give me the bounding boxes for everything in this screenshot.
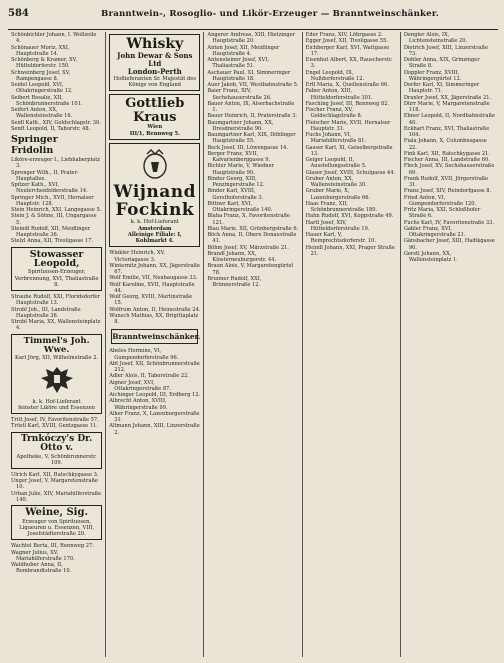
directory-entry: Fiala Johann, X, Columbusgasse 22. [403, 138, 487, 151]
directory-entry: Haas Franz, XII, Schönbrunnerstraße 180. [305, 200, 378, 213]
directory-entry: Winternitz Johann, XX, Jägerstraße 67. [109, 262, 201, 276]
directory-entry: Tröstl Karl, XVIII, Gentzgasse 11. [11, 423, 98, 430]
kraus-ad-title: Gottlieb Kraus [125, 96, 185, 125]
whisky-ad-purveyor: Hoflieferanten Sr. Majestät des Königs von England [113, 75, 196, 88]
directory-entry: Wolfrum Anton, II, Heinestraße 24. [109, 306, 201, 313]
directory-entry: Gabler Franz, XVI, Ottakringerstraße 21. [403, 225, 466, 238]
directory-entry: Gasser Karl, XI, Geiselbergstraße 13. [305, 144, 393, 157]
kraus-ad-address: III/1, Rennweg 5. [129, 130, 180, 137]
directory-entry: Bauer Anton, IX, Alserbachstraße 1. [207, 100, 295, 113]
trnkoczy-ad [11, 432, 102, 469]
directory-entry: Sprenger Wilh., II, Prater-Hauptallee. [11, 169, 79, 182]
directory-entry: Aschauer Paul, XI, Simmeringer Hauptstraße 18. [207, 69, 291, 82]
whisky-ad-title: Whisky [126, 36, 184, 52]
whisky-ad-city: London-Perth [127, 66, 182, 76]
directory-entry: Seibert Rosalie, XII, Schönbrunnerstraße 101. [11, 94, 83, 107]
directory-entry: Anton Josef, XII, Meidlinger Hauptstraße 4. [207, 44, 280, 57]
directory-entry: Blau Marie, XII, Grünbergstraße 6. [207, 225, 299, 232]
directory-entry: Straube Rudolf, XXI, Floridsdorfer Hauptstraße 13. [11, 294, 100, 307]
directory-entry: Fritz Maria, XXI, Schloßhofer Straße 6. [403, 207, 481, 220]
directory-entry: Wolf Karoline, XVII, Hauptstraße 44. [109, 281, 195, 294]
directory-entry: Wagner Julius, XV, Mariahilferstraße 170. [11, 549, 75, 562]
weine-ad-text: Erzeuger von Spirituosen, Liqueuren u. Essenzen, VIII, Josefstädterstraße 20. [19, 518, 95, 538]
columns [8, 32, 498, 657]
directory-entry: Stein Heinrich, XXI, Langegasse 5. [11, 207, 102, 213]
directory-entry: Waldhuber Anna, II, Rembrandtstraße 10. [11, 562, 72, 575]
stowasser-ad-text: Spirituosen-Erzeuger, Verbrennung, XVI, Thaliastraße 8. [14, 269, 99, 288]
directory-entry: Fuchs Karl, IV, Favoritenstraße 33. [403, 219, 495, 226]
directory-entry: Ertl Maria, X, Quellenstraße 66. [305, 82, 389, 88]
directory-entry: Altmann Johann, XIII, Linzerstraße 2. [109, 423, 200, 436]
wijnand-ad-branch: Alleinige Filiale: I, Kohlmarkt 4. [127, 231, 182, 245]
directory-entry: Böck Anna, II, Obere Donaustraße 41. [207, 232, 297, 245]
directory-entry: Dürr Marie, V, Margaretenstraße 118. [403, 100, 490, 113]
page-header [8, 8, 498, 30]
directory-entry: Frank Rudolf, XVII, Jörgerstraße 31. [403, 175, 489, 188]
directory-entry: Springer Mich., XVII, Hernalser Hauptstr. 128. [11, 194, 94, 207]
directory-entry: Baier Franz, XIV, Sechshauserstraße 26. [207, 88, 272, 101]
directory-entry: Ebner Leopold, II, Nordbahnstraße 40. [403, 113, 495, 126]
directory-entry: Heindl Johann, XXI, Prager Straße 21. [305, 244, 395, 257]
column-1 [8, 32, 106, 657]
directory-entry: Senft Leopold, II, Taborstr. 48. [11, 125, 91, 132]
weine-ad-title: Weine, Sig. [25, 507, 88, 519]
directory-entry: Fischer Anna, III, Landstraße 60. [403, 157, 490, 163]
springer-heading: Springer Fridolin [11, 134, 58, 156]
directory-entry: Berger Franz, XVII, Kalvarienberggasse 9. [207, 150, 271, 163]
directory-entry: Fleischer Marie, XVII, Hernalser Hauptstr. 31. [305, 119, 391, 132]
directory-entry: Gruber Anton, XX, Wallensteinstraße 30. [305, 175, 367, 188]
weine-ad [11, 505, 102, 540]
directory-entry: Bittner Karl, XVI, Ottakringerstraße 140. [207, 200, 273, 213]
column-4 [303, 32, 401, 657]
directory-entry: Schönberg & Kramer, XV, Hütteldorferstr. 150. [11, 57, 77, 70]
directory-entry: Dobler Anna, XIX, Grinzinger Straße 8. [403, 57, 480, 70]
directory-entry: Geiger Leopold, II, Ausstellungsstraße 5. [305, 157, 367, 170]
directory-entry: Seifert Anton, XX, Wallensteinstraße 16. [11, 107, 73, 120]
section-title-branntweinschaenker: Branntweinschänker. [111, 329, 198, 344]
whisky-ad [109, 34, 200, 91]
stowasser-ad [11, 247, 102, 292]
directory-entry: Baumgartner Johann, XX, Dresdnerstraße 90. [207, 119, 274, 132]
directory-entry: Fink Karl, XII, Ratschkygasse 21. [403, 150, 491, 157]
timmel-ad-owner: Karl Jörg, XII, Wilhelmstraße 2. [15, 354, 99, 361]
directory-entry: Aigner Josef, XVI, Ottakringerstraße 87. [109, 379, 171, 392]
column-5 [401, 32, 498, 657]
directory-entry: Glaser Josef, XVIII, Schulgasse 44. [305, 169, 396, 176]
directory-entry: Fleck Josef, XV, Sechshauserstraße 69. [403, 163, 495, 176]
directory-entry: Schönbichler Johann, I. Wollzeile 4. [11, 32, 97, 45]
directory-entry: Braun Alois, V, Margaretengürtel 78. [207, 263, 294, 276]
directory-entry: Blaha Franz, X, Favoritenstraße 121. [207, 213, 290, 226]
trnkoczy-ad-title: Trnkóczy's Dr. Otto v. [21, 433, 93, 454]
directory-entry: Doppler Franz, XVIII, Währingergürtel 12. [403, 69, 462, 82]
wijnand-ad-title: Wijnand [113, 181, 197, 202]
directory-entry: Binder Georg, XIII, Penzingerstraße 12. [207, 175, 265, 188]
directory-entry: Wolf Emilie, VII, Neubaugasse 33. [109, 275, 198, 282]
directory-entry: Adler Alois, II, Taborstraße 22. [109, 373, 190, 380]
directory-entry: Gruber Marie, X, Laxenburgerstraße 66. [305, 188, 371, 201]
directory-entry: Dietrich Josef, XIII, Linzerstraße 73. [403, 44, 488, 57]
directory-entry: Liköre-erzeuger I., Liebhaberplatz 3. [11, 157, 100, 170]
directory-entry: Egger Josef, XII, Tivoligasse 55. [305, 38, 388, 45]
wijnand-ad-subtitle: Fockink [115, 199, 195, 220]
stowasser-ad-title: Stowasser Leopold, [29, 248, 84, 270]
directory-entry: Angerer Andreas, XIII, Hietzinger Hauptstraße 20. [207, 32, 296, 45]
directory-entry: Hartl Josef, XIV, Hütteldorferstraße 19. [305, 219, 370, 232]
directory-entry: Tritt Josef, IV, Favoritenstraße 57. [11, 417, 99, 424]
directory-entry: Wachtel Berta, III, Rennweg 27. [11, 543, 94, 550]
double-eagle-crest-icon [37, 363, 77, 397]
kraus-ad-city: Wien [147, 124, 163, 131]
directory-entry: Schönauer Moriz, XXI, Hauptstraße 14. [11, 44, 70, 57]
royal-crest-icon [135, 148, 175, 182]
directory-entry: Schweinberg Josef, XV, Rampengasse 8. [11, 69, 71, 82]
directory-entry: Gerstl Johann, XX, Wallensteinplatz 1. [403, 250, 458, 263]
directory-entry: Seidl Kath., XIV, Goldschlagstr. 30. [11, 119, 101, 126]
directory-entry: Dorfer Karl, XI, Simmeringer Hauptstr. 71. [403, 82, 480, 95]
directory-entry: Aichinger Leopold, III, Erdberg 12. [109, 392, 201, 399]
directory-entry: Fasching Josef, III, Rennweg 82. [305, 100, 390, 107]
wijnand-ad-city: Amsterdam [138, 225, 172, 232]
directory-entry: Seidel Leopold, XVI, Ottakringerstraße 12. [11, 82, 73, 95]
directory-entry: Hahn Rudolf, XVI, Koppstraße 49. [305, 213, 394, 220]
directory-entry: Spitzer Kath., XVI, Neulerchenfelderstraße 14. [11, 182, 88, 195]
directory-entry: Abt Josef, XII, Schönbrunnerstraße 212. [109, 360, 200, 374]
timmel-ad [11, 334, 102, 415]
directory-entry: Strobl Maria, XX, Wallensteinplatz 4. [11, 319, 101, 332]
directory-entry: Auer Jakob, VII, Westbahnstraße 5. [207, 82, 299, 88]
directory-entry: Wunsch Mathias, XX, Brigittaplatz 8. [109, 312, 199, 326]
directory-entry: Albrecht Anton, XVIII, Währingerstraße 99. [109, 398, 168, 411]
directory-entry: Steindl Rudolf, XII, Meidlinger Hauptstraße 36. [11, 225, 91, 238]
directory-entry: Eder Franz, XIV, Löhrgasse 2. [305, 32, 383, 38]
directory-entry: Beck Josef, III, Löwengasse 14. [207, 144, 289, 151]
directory-entry: Hauer Karl, V, Reinprechtsdorferstr. 10. [305, 232, 376, 245]
directory-entry: Gänsbacher Josef, XIII, Hadikgasse 90. [403, 238, 495, 251]
directory-entry: Fried Anton, VI, Gumpendorferstraße 120. [403, 194, 477, 207]
directory-entry: Böhm Josef, XV, Märzstraße 21. [207, 244, 289, 251]
directory-entry: Fuchs Johann, VI, Mariahilferstraße 81. [305, 132, 367, 145]
whisky-ad-company: John Dewar & Sons Ltd [117, 50, 193, 68]
timmel-ad-purveyor: k. k. Hof-Lieferant [32, 398, 81, 405]
directory-entry: Bichler Marie, V, Wiedner Hauptstraße 90. [207, 163, 274, 176]
directory-entry: Franz Josef, XIV, Reindorfgasse 8. [403, 188, 492, 195]
directory-entry: Wolf Georg, XVIII, Martinstraße 15. [109, 294, 193, 307]
directory-entry: Ulrich Karl, XII, Ratschkygasse 3. [11, 471, 99, 478]
directory-entry: Binder Karl, XVIII, Gersthoferstraße 3. [207, 188, 264, 201]
directory-entry: Stein J. & Söhne, III, Ungargasse 5. [11, 213, 97, 226]
column-2 [106, 32, 204, 657]
directory-entry: Winkler Heinrich, XV, Victoriagasse 3. [109, 250, 165, 263]
directory-entry: Dengler Alois, IX, Lichtensteinstraße 20. [403, 32, 468, 45]
wijnand-ad [109, 143, 200, 248]
directory-entry: Strobl Joh., III, Landstraße Hauptstraße 36. [11, 306, 81, 319]
directory-entry: Fischer Franz, XV, Goldschlagstraße 8. [305, 107, 363, 120]
timmel-ad-title: Timmel's Joh. Wwe. [23, 335, 90, 355]
directory-entry: Eisenhut Albert, XX, Rauscherstr. 3. [305, 57, 393, 70]
directory-entry: Baumgartner Karl, XIX, Döblinger Hauptstraße 55. [207, 132, 296, 145]
timmel-ad-products: feinster Liköre und Essenzen [18, 404, 96, 411]
directory-entry: Unger Josef, V, Margaretenstraße 10. [11, 478, 98, 491]
directory-entry: Eichberger Karl, XVI, Wattgasse 17. [305, 44, 390, 57]
directory-entry: Brandl Johann, XX, Klosterneuburgerstr. 44. [207, 250, 277, 263]
directory-entry: Brunner Rudolf, XXI, Brünnerstraße 12. [207, 275, 262, 288]
directory-entry: Alker Franz, X, Laxenburgerstraße 31. [109, 410, 200, 424]
trnkoczy-ad-text: Apotheke, V, Schönbrunnerstr. 109. [16, 453, 97, 466]
directory-entry: Eckhart Franz, XVI, Thaliastraße 104. [403, 125, 490, 138]
directory-entry: Stelzl Anna, XII, Tivoligasse 17. [11, 238, 94, 245]
kraus-ad [109, 94, 200, 140]
directory-entry: Abeles Hermine, VI, Gumpendorferstraße 96. [109, 348, 179, 361]
directory-entry: Antensteiner Josef, XVI, Thaliastraße 51. [207, 57, 269, 70]
directory-entry: Faber Anton, XIII, Hütteldorferstraße 301. [305, 88, 373, 101]
directory-entry: Engel Leopold, IX, Nußdorferstraße 12. [305, 69, 365, 82]
wijnand-ad-purveyor: k. k. Hof-Lieferant [130, 219, 179, 226]
column-3 [204, 32, 302, 657]
directory-entry: Urban Julie, XIV, Mariahilferstraße 140. [11, 490, 102, 503]
running-head: Branntwein-, Rosoglio- und Likör-Erzeuger — Branntweinschänker. [101, 9, 439, 19]
directory-entry: Bauer Heinrich, II, Praterstraße 3. [207, 113, 298, 120]
directory-entry: Draxler Josef, XX, Jägerstraße 21. [403, 94, 492, 101]
page-number: 584 [8, 8, 29, 19]
